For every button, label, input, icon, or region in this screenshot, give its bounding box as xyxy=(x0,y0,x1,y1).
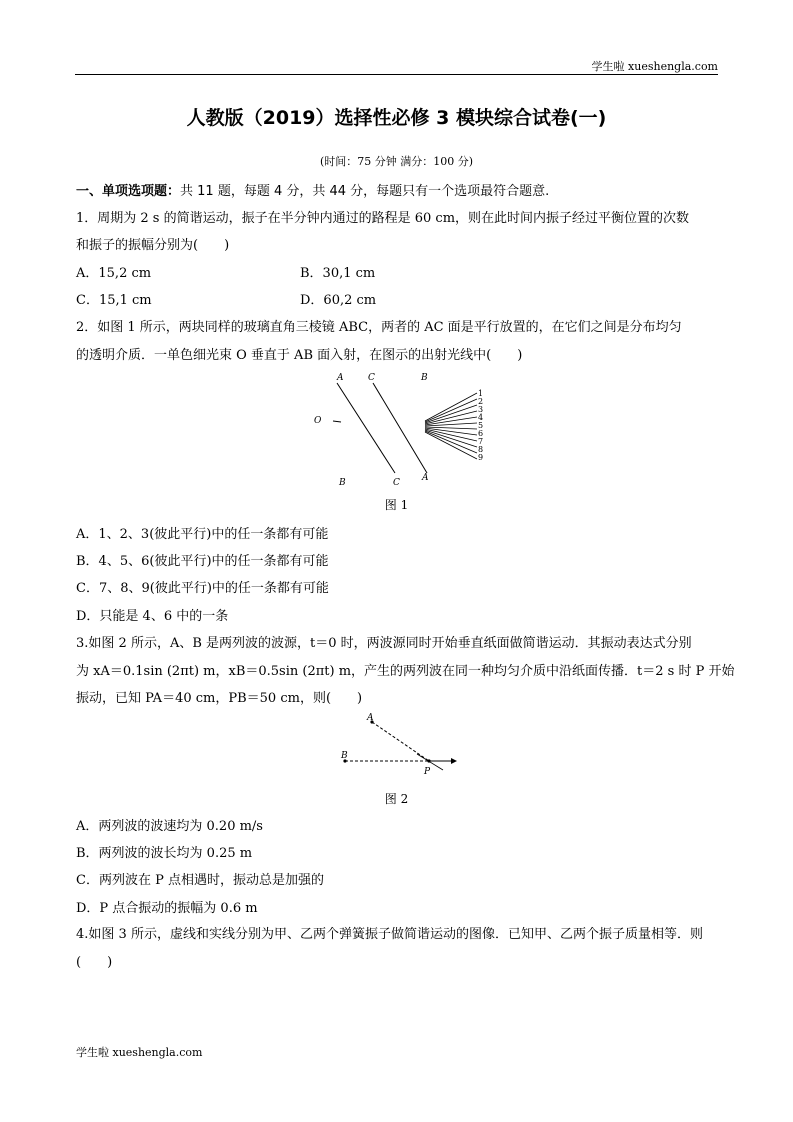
fig2-label-a: A xyxy=(367,713,374,723)
header-rule xyxy=(75,74,718,75)
fig2-label-p: P xyxy=(424,767,431,777)
fig1-label-c-top: C xyxy=(368,373,375,383)
fig1-label-a-top: A xyxy=(337,373,344,383)
figure-2-sources xyxy=(335,710,460,780)
q2-option-a: A．1、2、3(彼此平行)中的任一条都有可能 xyxy=(76,527,329,542)
prism-1-face xyxy=(337,383,395,473)
section-title: 一、单项选项题： xyxy=(76,184,181,199)
q2-stem-line2: 的透明介质．一单色细光束 O 垂直于 AB 面入射，在图示的出射光线中( ) xyxy=(76,348,523,363)
ray-number: 1 xyxy=(478,389,484,398)
ray-number: 8 xyxy=(478,445,484,454)
figure-1-caption: 图 1 xyxy=(384,498,409,512)
fig1-label-b-bottom: B xyxy=(339,478,346,488)
q3-stem-line3: 振动，已知 PA＝40 cm，PB＝50 cm，则( ) xyxy=(76,691,363,706)
ray-number: 7 xyxy=(478,437,484,446)
ray-number: 3 xyxy=(478,405,484,414)
line-pa xyxy=(372,722,429,761)
q3-stem-line1: 3.如图 2 所示，A、B 是两列波的波源，t＝0 时，两波源同时开始垂直纸面做简谐运动．其振动表达式分别 xyxy=(76,636,692,651)
q2-stem-line1: 2．如图 1 所示，两块同样的玻璃直角三棱镜 ABC，两者的 AC 面是平行放置的，在它们之间是分布均匀 xyxy=(76,320,682,335)
fig1-label-c-bottom: C xyxy=(393,478,400,488)
ray-number: 2 xyxy=(478,397,484,406)
q1-stem-line2: 和振子的振幅分别为( ) xyxy=(76,238,230,253)
q2-option-b: B．4、5、6(彼此平行)中的任一条都有可能 xyxy=(76,554,329,569)
q3-stem-line2: 为 xA＝0.1sin (2πt) m，xB＝0.5sin (2πt) m，产生的两列波在同一种均匀介质中沿纸面传播．t＝2 s 时 P 开始 xyxy=(76,664,735,679)
q1-stem-line1: 1．周期为 2 s 的简谐运动，振子在半分钟内通过的路程是 60 cm，则在此时间内振子经过平衡位置的次数 xyxy=(76,211,690,226)
q1-option-a: A．15,2 cm xyxy=(76,266,152,281)
footer-site: 学生啦 xueshengla.com xyxy=(76,1046,203,1059)
fig1-label-o: O xyxy=(314,416,322,426)
figure-2-caption: 图 2 xyxy=(384,792,409,806)
incident-ray-o xyxy=(333,421,341,422)
q4-stem-line2: ( ) xyxy=(76,955,113,970)
section-heading xyxy=(76,180,549,199)
section-desc: 共 11 题，每题 4 分，共 44 分，每题只有一个选项最符合题意. xyxy=(180,184,550,199)
header-site: 学生啦 xueshengla.com xyxy=(591,60,718,73)
ray-numbers xyxy=(478,389,483,462)
q3-option-a: A．两列波的波速均为 0.20 m/s xyxy=(76,819,263,834)
q3-option-d: D．P 点合振动的振幅为 0.6 m xyxy=(76,901,258,916)
fig1-label-a-bottom: A xyxy=(422,473,429,483)
q1-option-c: C．15,1 cm xyxy=(76,293,152,308)
exit-rays xyxy=(425,393,477,459)
q3-option-c: C．两列波在 P 点相遇时，振动总是加强的 xyxy=(76,873,324,888)
page-title: 人教版（2019）选择性必修 3 模块综合试卷(一) xyxy=(186,107,607,129)
ray-number: 6 xyxy=(478,429,484,438)
ray-number: 4 xyxy=(478,413,484,422)
fig1-label-b-top: B xyxy=(421,373,428,383)
q1-option-d: D．60,2 cm xyxy=(300,293,377,308)
point-p xyxy=(427,759,430,762)
q3-option-b: B．两列波的波长均为 0.25 m xyxy=(76,846,253,861)
q2-option-c: C．7、8、9(彼此平行)中的任一条都有可能 xyxy=(76,581,329,596)
fig2-label-b: B xyxy=(341,751,348,761)
figure-1-prisms xyxy=(305,365,485,490)
ray-number: 9 xyxy=(478,453,484,462)
q1-option-b: B．30,1 cm xyxy=(300,266,376,281)
prism-2-face xyxy=(373,383,427,473)
q4-stem-line1: 4.如图 3 所示，虚线和实线分别为甲、乙两个弹簧振子做简谐运动的图像．已知甲、乙两个振子质量相等．则 xyxy=(76,927,703,942)
arrow-icon xyxy=(451,758,457,764)
q2-option-d: D．只能是 4、6 中的一条 xyxy=(76,609,229,624)
ray-number: 5 xyxy=(478,421,484,430)
exam-info: (时间：75 分钟 满分：100 分) xyxy=(319,155,474,168)
